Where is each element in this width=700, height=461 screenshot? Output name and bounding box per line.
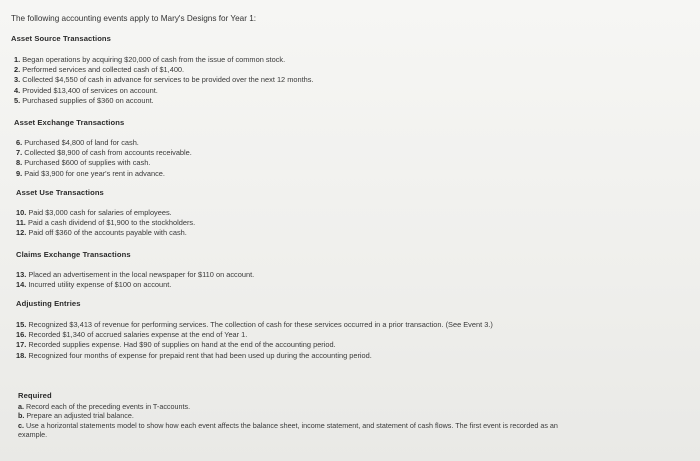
claims-exchange-list — [16, 270, 254, 290]
asset-use-list — [16, 208, 195, 239]
list-item: 16. Recorded $1,340 of accrued salaries expense at the end of Year 1. — [16, 330, 248, 340]
section-title-claims-exchange: Claims Exchange Transactions — [16, 250, 131, 259]
adjusting-entries-list — [16, 320, 576, 361]
list-item: 2. Performed services and collected cash of $1,400. — [14, 65, 185, 75]
list-item: 11. Paid a cash dividend of $1,900 to the stockholders. — [16, 218, 196, 228]
required-title: Required — [18, 391, 52, 400]
list-item: 18. Recognized four months of expense for prepaid rent that had been used up during the accounting period. — [16, 350, 372, 360]
list-item: 15. Recognized $3,413 of revenue for performing services. The collection of cash for these services occurred in a prior transaction. (See Event 3.) — [16, 320, 493, 329]
list-item: 12. Paid off $360 of the accounts payable with cash. — [16, 228, 187, 238]
list-item: 10. Paid $3,000 cash for salaries of employees. — [16, 208, 172, 217]
asset-exchange-list — [16, 138, 192, 179]
list-item: 17. Recorded supplies expense. Had $90 of supplies on hand at the end of the accounting period. — [16, 340, 336, 350]
list-item: 4. Provided $13,400 of services on account. — [14, 85, 158, 95]
asset-source-list — [14, 55, 314, 106]
list-item: c. Use a horizontal statements model to show how each event affects the balance sheet, income statement, and statement of cash flows. The first event is recorded as an example. — [18, 420, 558, 440]
required-list — [18, 402, 578, 440]
list-item: 9. Paid $3,900 for one year's rent in advance. — [16, 168, 165, 178]
section-title-asset-use: Asset Use Transactions — [16, 188, 104, 197]
list-item: 8. Purchased $600 of supplies with cash. — [16, 158, 151, 168]
list-item: 6. Purchased $4,800 of land for cash. — [16, 138, 139, 147]
list-item: a. Record each of the preceding events in T-accounts. — [18, 402, 191, 411]
list-item: 1. Began operations by acquiring $20,000 of cash from the issue of common stock. — [14, 55, 286, 64]
list-item: 14. Incurred utility expense of $100 on account. — [16, 280, 172, 290]
list-item: 13. Placed an advertisement in the local newspaper for $110 on account. — [16, 270, 255, 279]
section-title-asset-source: Asset Source Transactions — [11, 34, 111, 43]
intro-text: The following accounting events apply to Mary's Designs for Year 1: — [11, 14, 257, 23]
section-title-adjusting-entries: Adjusting Entries — [16, 299, 81, 308]
list-item: 7. Collected $8,900 of cash from accounts receivable. — [16, 148, 192, 158]
list-item: 5. Purchased supplies of $360 on account. — [14, 95, 154, 105]
list-item: 3. Collected $4,550 of cash in advance for services to be provided over the next 12 months. — [14, 75, 314, 85]
list-item: b. Prepare an adjusted trial balance. — [18, 411, 134, 421]
section-title-asset-exchange: Asset Exchange Transactions — [14, 118, 125, 127]
